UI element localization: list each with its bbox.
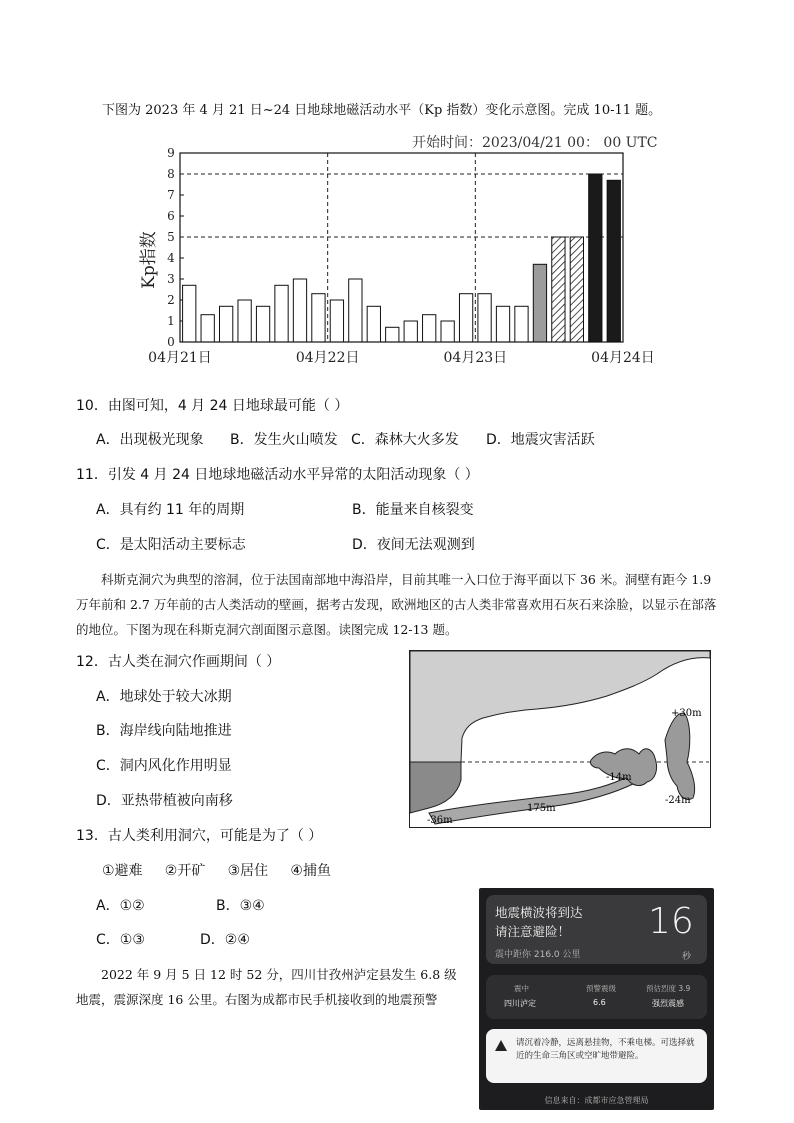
cave-passage: 科斯克洞穴为典型的溶洞，位于法国南部地中海沿岸，目前其唯一入口位于海平面以下 36 米。洞壁有距今 1.9 万年前和 2.7 万年前的古人类活动的壁画，据考古发现，欧洲地区的古人类非常喜欢用石灰石来涂脸，以显示在部落的地位。下图为现在科斯克洞穴剖面图示意图。读图完成 12-13 题。 [76, 572, 717, 637]
y-tick-label: 2 [167, 293, 175, 307]
q10-option-d[interactable]: D．地震灾害活跃 [486, 432, 595, 448]
kp-bar [423, 315, 436, 342]
kp-bar [589, 174, 602, 342]
q11-option-c[interactable]: C．是太阳活动主要标志 [96, 537, 246, 553]
label-minus36: -36m [427, 815, 453, 826]
q13-option-b[interactable]: B．③④ [216, 898, 265, 914]
y-axis-label: Kp指数 [139, 231, 159, 289]
magnitude-label: 预警震级 [586, 984, 616, 993]
alert-title-line2: 请注意避险！ [495, 924, 571, 939]
q10-option-b[interactable]: B．发生火山喷发 [230, 432, 338, 448]
kp-bar [552, 237, 565, 342]
kp-bar [386, 327, 399, 342]
cave-profile-diagram [409, 650, 711, 828]
q12-option-b[interactable]: B．海岸线向陆地推进 [96, 723, 232, 739]
kp-bar [312, 294, 325, 342]
kp-bar [404, 321, 417, 342]
kp-chart [130, 130, 670, 370]
q13-option-a[interactable]: A．①② [96, 898, 145, 914]
kp-bar [330, 300, 343, 342]
q13-option-c[interactable]: C．①③ [96, 932, 145, 948]
kp-bar [201, 315, 214, 342]
y-tick-label: 6 [167, 209, 175, 223]
y-tick-label: 9 [167, 146, 175, 160]
q11-option-d[interactable]: D．夜间无法观测到 [352, 537, 475, 553]
label-175m: 175m [527, 803, 556, 814]
kp-bar [515, 306, 528, 342]
kp-bar [349, 279, 362, 342]
kp-bar [533, 264, 546, 342]
epicenter-value: 四川泸定 [504, 999, 536, 1008]
earthquake-alert-screenshot [479, 888, 714, 1110]
q11-stem: 11．引发 4 月 24 日地球地磁活动水平异常的太阳活动现象（ ） [76, 467, 479, 483]
safety-tip-card [486, 1029, 707, 1083]
y-tick-label: 3 [167, 272, 175, 286]
kp-bar [459, 294, 472, 342]
info-source: 信息来自：成都市应急管理局 [544, 1096, 649, 1105]
intensity-label: 预估烈度 3.9 [646, 984, 691, 993]
q12-option-c[interactable]: C．洞内风化作用明显 [96, 758, 232, 774]
q13-options: ①避难 ②开矿 ③居住 ④捕鱼 [102, 863, 331, 879]
q13-option-d[interactable]: D．②④ [200, 932, 250, 948]
chart-intro: 下图为 2023 年 4 月 21 日~24 日地球地磁活动水平（Kp 指数）变化示意图。完成 10-11 题。 [102, 103, 662, 118]
kp-bar [256, 306, 269, 342]
y-tick-label: 8 [167, 167, 175, 181]
kp-bar [441, 321, 454, 342]
kp-bar [275, 285, 288, 342]
x-tick-label: 04月22日 [295, 350, 360, 366]
kp-bar [238, 300, 251, 342]
alert-details [486, 975, 707, 1019]
q11-option-b[interactable]: B．能量来自核裂变 [352, 502, 474, 518]
kp-bar [293, 279, 306, 342]
alert-title-line1: 地震横波将到达 [495, 905, 583, 920]
x-tick-label: 04月21日 [148, 350, 212, 366]
kp-bar [478, 294, 491, 342]
epicenter-distance: 震中距你 216.0 公里 [495, 950, 581, 960]
label-minus14: -14m [606, 772, 632, 783]
earthquake-passage: 2022 年 9 月 5 日 12 时 52 分，四川甘孜州泸定县发生 6.8 级地震，震源深度 16 公里。右图为成都市民手机接收到的地震预警 [76, 967, 457, 1007]
kp-bar [367, 306, 380, 342]
q10-option-a[interactable]: A．出现极光现象 [96, 432, 204, 448]
countdown-seconds: 16 [648, 901, 694, 942]
q13-stem: 13．古人类利用洞穴，可能是为了（ ） [76, 828, 323, 844]
magnitude-value: 6.6 [593, 998, 606, 1007]
kp-bar [183, 285, 196, 342]
y-tick-label: 7 [167, 188, 175, 202]
q10-option-c[interactable]: C．森林大火多发 [351, 432, 459, 448]
label-plus30: +30m [671, 708, 702, 719]
q12-option-d[interactable]: D．亚热带植被向南移 [96, 793, 233, 809]
countdown-unit: 秒 [682, 952, 692, 962]
kp-bar [220, 306, 233, 342]
intensity-value: 强烈震感 [652, 999, 684, 1008]
alert-card [486, 895, 707, 964]
warning-icon [495, 1040, 507, 1051]
start-time-label: 开始时间：2023/04/21 00： 00 UTC [412, 135, 658, 151]
kp-bar [496, 306, 509, 342]
safety-tip-text: 请沉着冷静，远离悬挂物，不乘电梯。可选择就近的生命三角区或空旷地带避险。 [516, 1038, 695, 1061]
y-tick-label: 5 [167, 230, 175, 244]
x-tick-label: 04月24日 [591, 350, 655, 366]
kp-bar [570, 237, 583, 342]
epicenter-label: 震中 [514, 984, 529, 993]
kp-bar [607, 180, 620, 342]
q11-option-a[interactable]: A．具有约 11 年的周期 [96, 502, 245, 518]
y-tick-label: 1 [167, 314, 175, 328]
x-tick-label: 04月23日 [443, 350, 508, 366]
q10-stem: 10．由图可知，4 月 24 日地球最可能（ ） [76, 398, 349, 414]
y-tick-label: 4 [167, 251, 175, 265]
y-tick-label: 0 [167, 335, 175, 349]
q12-stem: 12．古人类在洞穴作画期间（ ） [76, 654, 281, 670]
q12-option-a[interactable]: A．地球处于较大冰期 [96, 689, 232, 705]
label-minus24: -24m [665, 795, 691, 806]
